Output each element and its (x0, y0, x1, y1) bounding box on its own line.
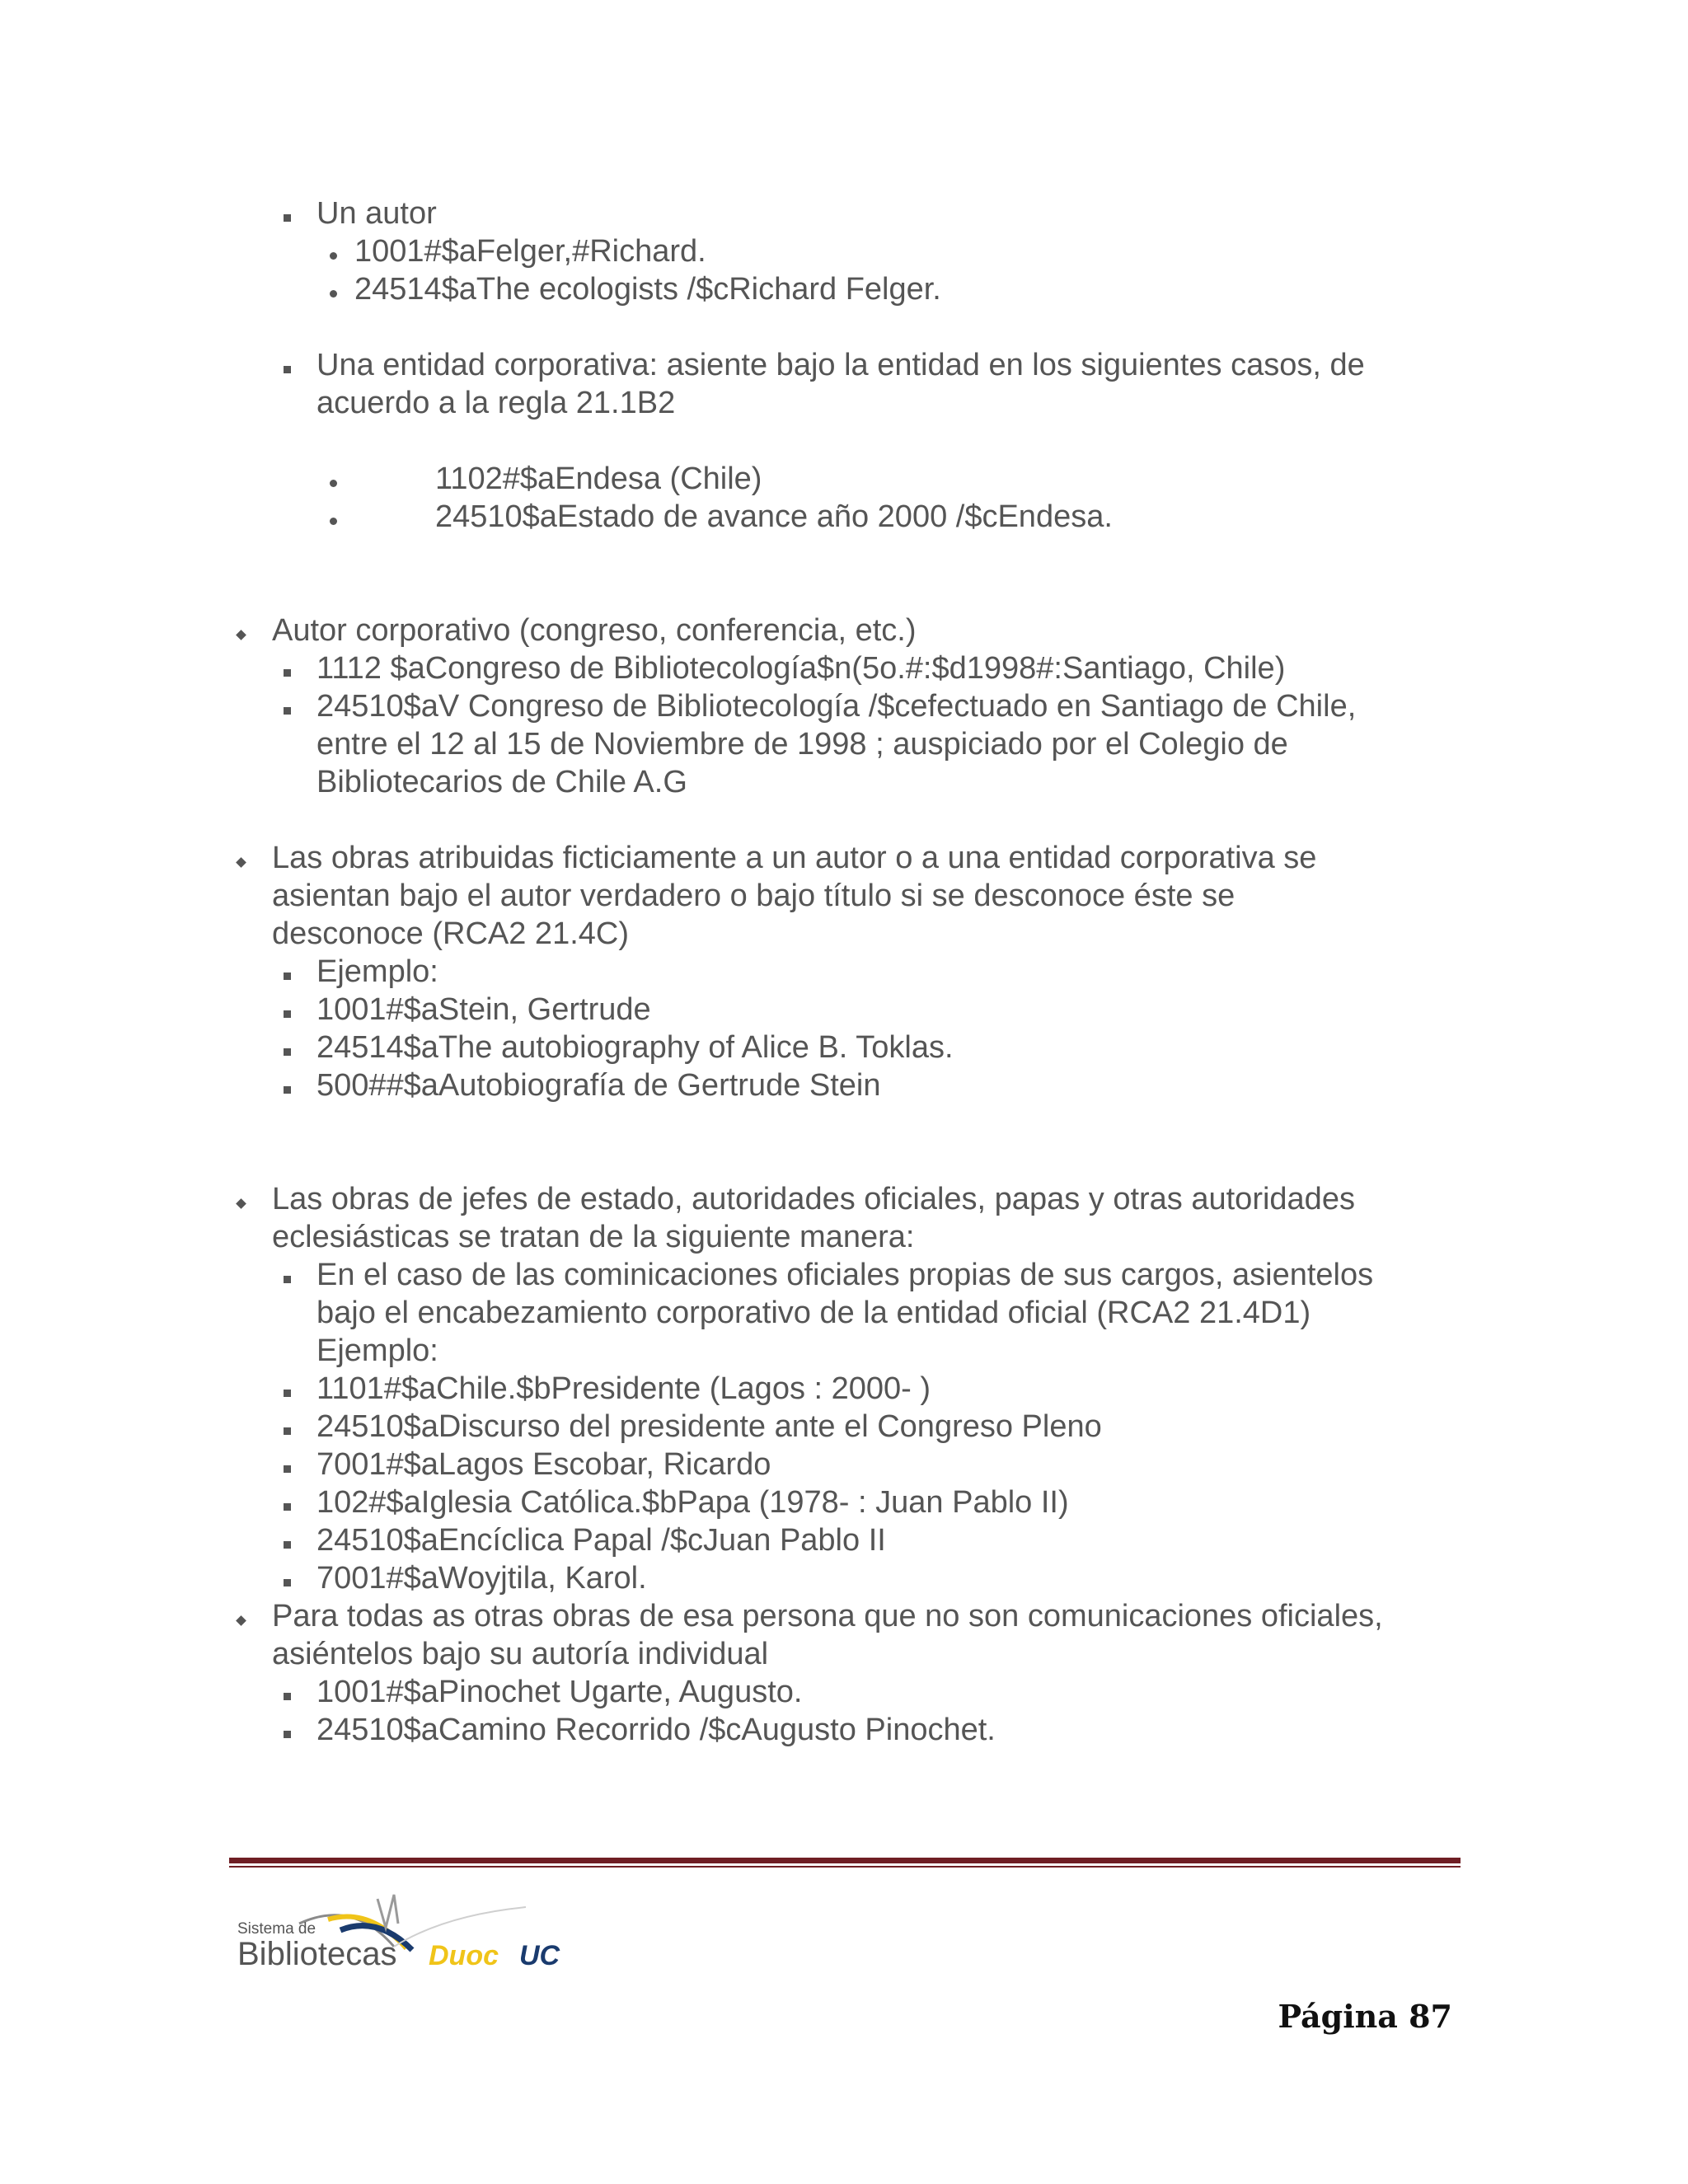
square-bullet-icon (284, 707, 291, 715)
square-bullet-icon (284, 972, 291, 980)
list-item-text: desconoce (RCA2 21.4C) (272, 916, 629, 951)
list-item-text: Para todas as otras obras de esa persona que no son comunicaciones oficiales, (272, 1599, 1383, 1633)
list-item-text: asiéntelos bajo su autoría individual (272, 1637, 769, 1671)
list-item-text: En el caso de las cominicaciones oficiales propias de sus cargos, asientelos (316, 1258, 1374, 1292)
list-item-text: Ejemplo: (316, 954, 438, 989)
dot-bullet-icon (330, 290, 337, 298)
list-item-text: bajo el encabezamiento corporativo de la entidad oficial (RCA2 21.4D1) (316, 1296, 1311, 1330)
list-item-text: 24510$aEstado de avance año 2000 /$cEndesa. (435, 499, 1113, 534)
page-number: Página 87 (1278, 1998, 1452, 2035)
list-item-text: entre el 12 al 15 de Noviembre de 1998 ; auspiciado por el Colegio de (316, 727, 1288, 762)
square-bullet-icon (284, 214, 291, 222)
list-item-text: 102#$aIglesia Católica.$bPapa (1978- : Juan Pablo II) (316, 1485, 1069, 1520)
list-item-text: 24514$aThe ecologists /$cRichard Felger. (354, 272, 941, 307)
list-item-text: 1001#$aPinochet Ugarte, Augusto. (316, 1675, 803, 1709)
square-bullet-icon (284, 1579, 291, 1586)
list-item-text: 7001#$aWoyjtila, Karol. (316, 1561, 647, 1596)
list-item-text: 1001#$aFelger,#Richard. (354, 234, 706, 269)
square-bullet-icon (284, 1541, 291, 1549)
list-item-text: 7001#$aLagos Escobar, Ricardo (316, 1447, 771, 1482)
list-item-text: 1001#$aStein, Gertrude (316, 992, 651, 1027)
list-item-text: 1112 $aCongreso de Bibliotecología$n(5o.#:$d1998#:Santiago, Chile) (316, 651, 1286, 686)
list-item-text: Ejemplo: (316, 1333, 438, 1368)
square-bullet-icon (284, 1731, 291, 1738)
square-bullet-icon (284, 1276, 291, 1283)
square-bullet-icon (284, 669, 291, 677)
logo-bibliotecas-text: Bibliotecas (237, 1936, 397, 1972)
list-item-text: acuerdo a la regla 21.1B2 (316, 386, 676, 420)
square-bullet-icon (284, 1048, 291, 1056)
square-bullet-icon (284, 1390, 291, 1397)
dot-bullet-icon (330, 252, 337, 260)
square-bullet-icon (284, 1465, 291, 1473)
list-item-text: 1102#$aEndesa (Chile) (435, 462, 762, 496)
list-item-text: Las obras de jefes de estado, autoridades oficiales, papas y otras autoridades (272, 1182, 1355, 1216)
dot-bullet-icon (330, 518, 337, 525)
list-item-text: 24514$aThe autobiography of Alice B. Toklas. (316, 1030, 954, 1065)
biblioteca-duocuc-logo (229, 1882, 658, 1981)
logo-small-text: Sistema de (237, 1920, 316, 1938)
logo-duoc-text: Duoc (429, 1940, 499, 1971)
square-bullet-icon (284, 1010, 291, 1018)
diamond-bullet-icon (236, 630, 246, 640)
footer-rule-thin (229, 1866, 1461, 1868)
list-item-text: eclesiásticas se tratan de la siguiente manera: (272, 1220, 915, 1254)
square-bullet-icon (284, 1086, 291, 1094)
list-item-text: Bibliotecarios de Chile A.G (316, 765, 687, 799)
list-item-text: 24510$aDiscurso del presidente ante el Congreso Pleno (316, 1409, 1102, 1444)
square-bullet-icon (284, 1693, 291, 1700)
square-bullet-icon (284, 1503, 291, 1511)
list-item-text: 500##$aAutobiografía de Gertrude Stein (316, 1068, 881, 1103)
list-item-text: Una entidad corporativa: asiente bajo la entidad en los siguientes casos, de (316, 348, 1365, 382)
logo-uc-text: UC (519, 1940, 560, 1971)
list-item-text: 1101#$aChile.$bPresidente (Lagos : 2000- ) (316, 1371, 931, 1406)
diamond-bullet-icon (236, 1615, 246, 1626)
list-item-text: asientan bajo el autor verdadero o bajo título si se desconoce éste se (272, 879, 1236, 913)
list-item-text: Las obras atribuidas ficticiamente a un autor o a una entidad corporativa se (272, 841, 1317, 875)
list-item-text: 24510$aCamino Recorrido /$cAugusto Pinochet. (316, 1713, 996, 1747)
list-item-text: 24510$aEncíclica Papal /$cJuan Pablo II (316, 1523, 886, 1558)
list-item-text: Un autor (316, 196, 437, 231)
square-bullet-icon (284, 1427, 291, 1435)
square-bullet-icon (284, 366, 291, 373)
diamond-bullet-icon (236, 857, 246, 868)
list-item-text: Autor corporativo (congreso, conferencia, etc.) (272, 613, 917, 648)
list-item-text: 24510$aV Congreso de Bibliotecología /$cefectuado en Santiago de Chile, (316, 689, 1357, 724)
diamond-bullet-icon (236, 1198, 246, 1209)
footer-rule-thick (229, 1858, 1461, 1863)
dot-bullet-icon (330, 480, 337, 487)
